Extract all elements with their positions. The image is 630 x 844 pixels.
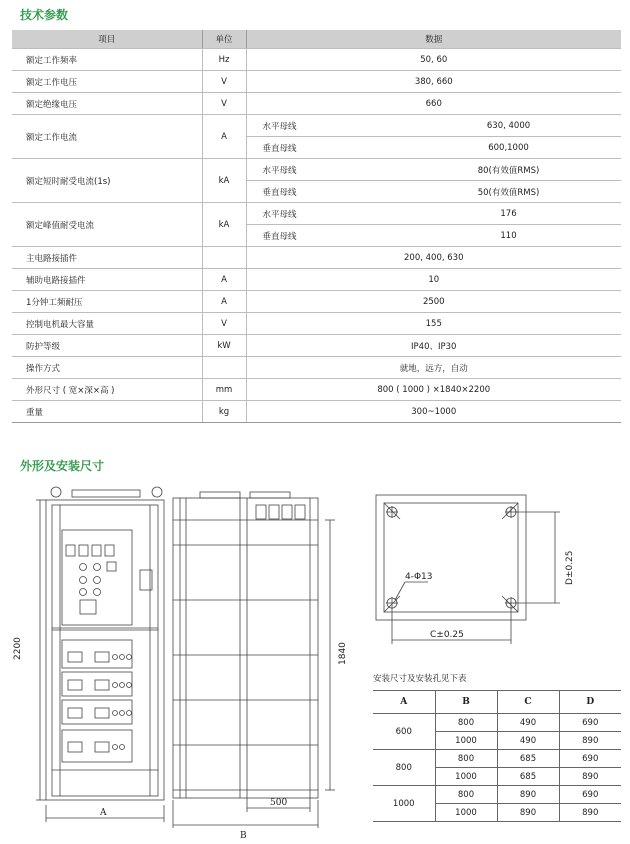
dim-label-height: 2200 [13,637,23,660]
cell-d: 890 [559,768,621,786]
row-item: 额定工作电流 [12,115,202,159]
row-unit: V [202,93,246,115]
row-value: 630, 4000 [396,115,621,137]
dim-label-inner-height: 1840 [338,642,348,665]
row-value: 155 [246,313,621,335]
row-unit: kW [202,335,246,357]
cell-d: 690 [559,786,621,804]
dim-label-depth: 500 [270,798,288,808]
cell-c: 685 [497,750,559,768]
cell-b: 800 [435,714,497,732]
row-unit: kA [202,159,246,203]
row-value: 就地，远方，自动 [246,357,621,379]
row-unit: kA [202,203,246,247]
row-item: 1分钟工频耐压 [12,291,202,313]
cell-d: 890 [559,732,621,750]
cell-b: 800 [435,750,497,768]
holes-header-a: A [373,691,435,714]
row-unit: Hz [202,49,246,71]
row-value: 10 [246,269,621,291]
row-value: IP40、IP30 [246,335,621,357]
cell-b: 800 [435,786,497,804]
holes-header-b: B [435,691,497,714]
header-data: 数据 [246,30,621,49]
row-value: 80(有效值RMS) [396,159,621,181]
row-item: 外形尺寸 ( 宽×深×高 ) [12,379,202,401]
row-bus: 水平母线 [246,159,396,181]
row-value: 800 ( 1000 ) ×1840×2200 [246,379,621,401]
row-unit: mm [202,379,246,401]
cell-c: 890 [497,786,559,804]
row-unit: A [202,291,246,313]
row-value: 50(有效值RMS) [396,181,621,203]
base-plan-drawing [376,495,526,620]
row-item: 主电路接插件 [12,247,202,269]
section-title-dimensions: 外形及安装尺寸 [20,459,105,473]
row-unit: kg [202,401,246,423]
cell-c: 490 [497,714,559,732]
row-item: 辅助电路接插件 [12,269,202,291]
holes-table [373,690,621,822]
dim-label-d: D±0.25 [565,550,575,585]
row-unit: A [202,269,246,291]
row-bus: 水平母线 [246,203,396,225]
row-item: 额定工作频率 [12,49,202,71]
row-bus: 水平母线 [246,115,396,137]
dim-label-a: A [100,808,107,818]
row-value: 176 [396,203,621,225]
table-row [373,786,621,804]
holes-header-c: C [497,691,559,714]
row-item: 重量 [12,401,202,423]
row-bus: 垂直母线 [246,137,396,159]
table-row [373,714,621,732]
cell-a: 800 [373,750,435,786]
row-item: 防护等级 [12,335,202,357]
row-item: 控制电机最大容量 [12,313,202,335]
row-value: 2500 [246,291,621,313]
front-view-drawing [46,487,164,800]
header-unit: 单位 [202,30,246,49]
header-item: 项目 [12,30,202,49]
row-value: 600,1000 [396,137,621,159]
cell-b: 1000 [435,804,497,822]
row-value: 300~1000 [246,401,621,423]
row-value: 200, 400, 630 [246,247,621,269]
row-item: 额定短时耐受电流(1s) [12,159,202,203]
cell-d: 690 [559,714,621,732]
row-unit: V [202,313,246,335]
row-bus: 垂直母线 [246,225,396,247]
row-value: 380, 660 [246,71,621,93]
dim-label-b: B [240,831,247,841]
cell-c: 685 [497,768,559,786]
hole-callout: 4-Φ13 [405,572,433,582]
row-unit: A [202,115,246,159]
cell-c: 890 [497,804,559,822]
row-item: 额定工作电压 [12,71,202,93]
holes-table-title: 安装尺寸及安装孔见下表 [373,674,467,684]
row-item: 额定绝缘电压 [12,93,202,115]
table-row [373,750,621,768]
holes-header-row [373,691,621,714]
side-view-drawing [173,492,318,798]
row-value: 50, 60 [246,49,621,71]
cell-d: 690 [559,750,621,768]
row-item: 操作方式 [12,357,202,379]
cell-c: 490 [497,732,559,750]
row-value: 110 [396,225,621,247]
cell-d: 890 [559,804,621,822]
holes-header-d: D [559,691,621,714]
row-unit: V [202,71,246,93]
row-value: 660 [246,93,621,115]
cell-a: 1000 [373,786,435,822]
row-item: 额定峰值耐受电流 [12,203,202,247]
cell-a: 600 [373,714,435,750]
dim-label-c: C±0.25 [430,630,464,640]
cell-b: 1000 [435,732,497,750]
section-title-specs: 技术参数 [20,8,69,22]
cell-b: 1000 [435,768,497,786]
row-bus: 垂直母线 [246,181,396,203]
